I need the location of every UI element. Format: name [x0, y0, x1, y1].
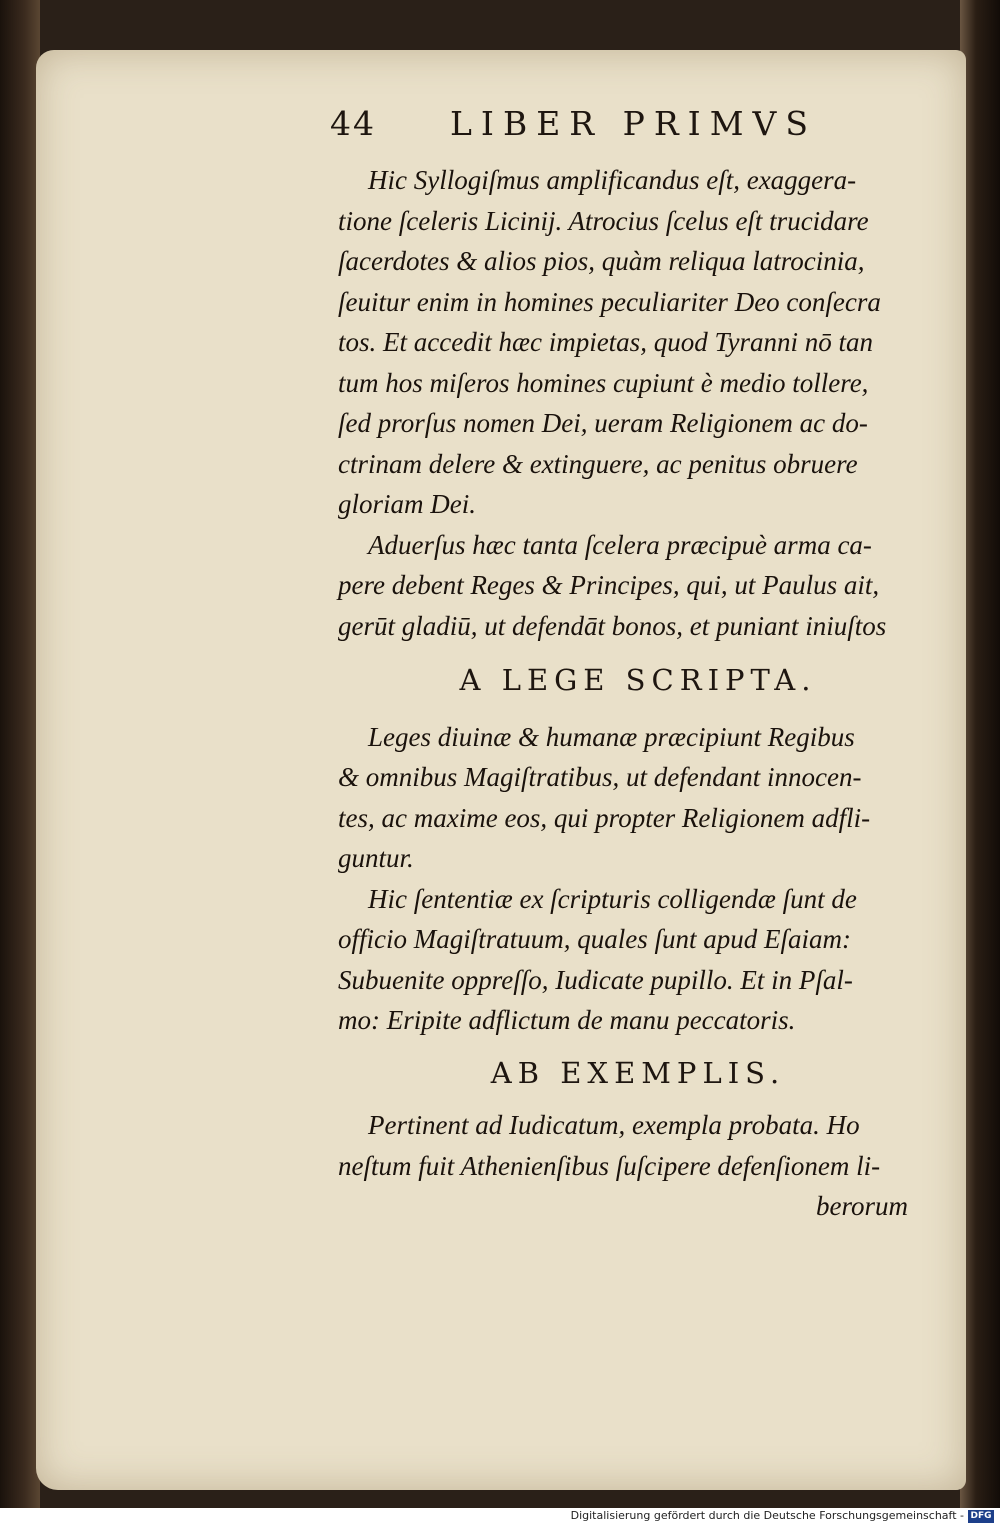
catchword: berorum	[816, 1191, 908, 1221]
text-block	[338, 160, 938, 1227]
book-binding-left	[0, 0, 40, 1508]
running-head	[330, 100, 850, 150]
dfg-logo: DFG	[968, 1510, 994, 1523]
paragraph-pertinent: Pertinent ad Iudicatum, exempla probata. Ho neſtum fuit Athenienſibus ſuſcipere defenſionem li-	[338, 1110, 881, 1181]
funding-credit: Digitalisierung gefördert durch die Deutsche Forschungsgemeinschaft -	[570, 1509, 964, 1522]
section-heading-lege-scripta: A LEGE SCRIPTA.	[459, 663, 817, 697]
paragraph-syllogismus: Hic Syllogiſmus amplificandus eſt, exaggera- tione ſceleris Licinij. Atrocius ſcelus eſt trucidare ſacerdotes & alios pios, quàm reliqua latrocinia, ſeuitur enim in homines peculiariter Deo conſecra tos. Et accedit hæc impietas, quod Tyranni nō tan tum hos miſeros homines cupiunt è medio tollere, ſed prorſus nomen Dei, ueram Religionem ac do- ctrinam delere & extinguere, ac penitus obruere gloriam Dei.	[338, 165, 881, 519]
section-heading-exemplis: AB EXEMPLIS.	[490, 1055, 786, 1090]
paragraph-sententiae: Hic ſententiæ ex ſcripturis colligendæ ſunt de officio Magiſtratuum, quales ſunt apud Eſaiam: Subuenite oppreſſo, Iudicate pupillo. Et in Pſal- mo: Eripite adflictum de manu peccatoris.	[338, 883, 857, 1035]
page-number: 44	[330, 104, 376, 143]
paragraph-aduersus: Aduerſus hæc tanta ſcelera præcipuè arma ca- pere debent Reges & Principes, qui, ut Paulus ait, gerūt gladiū, ut defendāt bonos, et puniant iniuſtos	[338, 529, 887, 641]
running-title: LIBER PRIMVS	[450, 104, 817, 143]
paragraph-leges: Leges diuinæ & humanæ præcipiunt Regibus & omnibus Magiſtratibus, ut defendant innocen- tes, ac maxime eos, qui propter Religionem adfli- guntur.	[338, 721, 871, 873]
footer-bar	[0, 1508, 1000, 1526]
book-binding-right	[960, 0, 1000, 1508]
